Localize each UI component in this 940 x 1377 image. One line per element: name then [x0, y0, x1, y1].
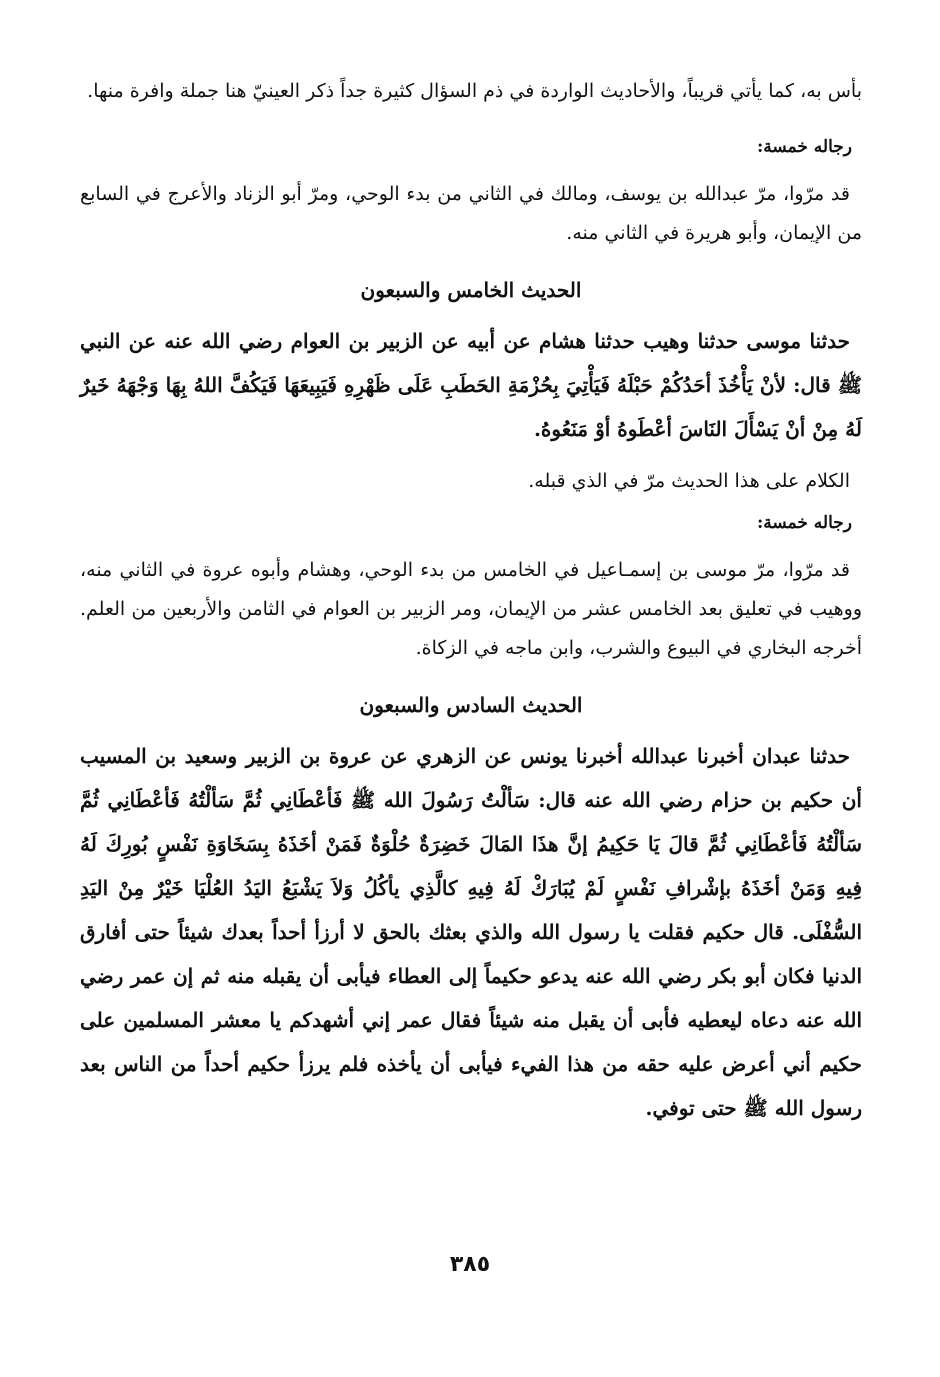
page-body	[80, 72, 862, 1130]
commentary-paragraph: الكلام على هذا الحديث مرّ في الذي قبله.	[528, 470, 850, 492]
hadith-title: الحديث السادس والسبعون	[359, 693, 583, 717]
narrators-paragraph: قد مرّوا، مرّ موسى بن إسمـاعيل في الخامس من بدء الوحي، وهشام وأبوه عروة في الثاني منه، ووهيب في تعليق بعد الخامس عشر من الإيمان، ومر الزبير بن العوام في الثامن والأربعين من العلم. أخرجه البخاري في البيوع والشرب، وابن ماجه في الزكاة.	[80, 559, 862, 659]
hadith-text: حدثنا موسى حدثنا وهيب حدثنا هشام عن أبيه عن الزبير بن العوام رضي الله عنه عن النبي ﷺ قال: لأنْ يَأْخُذَ أحَدُكُمْ حَبْلَهُ فَيَأْتِيَ بِحُزْمَةِ الحَطَبِ عَلَى ظَهْرِهِ فَيَبِيعَهَا فَيَكُفَّ اللهُ بِهَا وَجْهَهُ خَيرٌ لَهُ مِنْ أنْ يَسْأَلَ النَاسَ أعْطَوهُ أوْ مَنَعُوهُ.	[80, 329, 862, 441]
page-number: ٣٨٥	[449, 1252, 491, 1277]
hadith-title: الحديث الخامس والسبعون	[360, 278, 582, 302]
narrators-heading: رجاله خمسة:	[756, 137, 852, 157]
narrators-paragraph: قد مرّوا، مرّ عبدالله بن يوسف، ومالك في الثاني من بدء الوحي، ومرّ أبو الزناد والأعرج في السابع من الإيمان، وأبو هريرة في الثاني منه.	[80, 183, 862, 244]
hadith-text: حدثنا عبدان أخبرنا عبدالله أخبرنا يونس عن الزهري عن عروة بن الزبير وسعيد بن المسيب أن حكيم بن حزام رضي الله عنه قال: سَألْتُ رَسُولَ الله ﷺ فَأعْطَانِي ثُمَّ سَألْتُهُ فَأعْطَانِي ثُمَّ سَألْتُهُ فَأعْطَانِي ثُمَّ قالَ يَا حَكِيمُ إنَّ هذَا المَالَ خَضِرَةٌ حُلْوَةٌ فَمَنْ أخَذَهُ بِسَخَاوَةِ نَفْسٍ بُورِكَ لَهُ فِيهِ وَمَنْ أخَذَهُ بإشْرافِ نَفْسٍ لَمْ يُبَارَكْ لَهُ فِيهِ كالَّذِي يأكُلُ وَلاَ يَشْبَعُ اليَدُ العُلْيَا خَيْرٌ مِنْ اليَدِ السُّفْلَى. قال حكيم فقلت يا رسول الله والذي بعثك بالحق لا أرزأ أحداً بعدك شيئاً حتى أفارق الدنيا فكان أبو بكر رضي الله عنه يدعو حكيماً إلى العطاء فيأبى أن يقبله منه ثم إن عمر رضي الله عنه دعاه ليعطيه فأبى أن يقبل منه شيئاً فقال عمر إني أشهدكم يا معشر المسلمين على حكيم أني أعرض عليه حقه من هذا الفيء فيأبى أن يأخذه فلم يرزأ حكيم أحداً من الناس بعد رسول الله ﷺ حتى توفي.	[80, 744, 862, 1120]
intro-paragraph: بأس به، كما يأتي قريباً، والأحاديث الواردة في ذم السؤال كثيرة جداً ذكر العينيّ هنا جملة وافرة منها.	[87, 80, 862, 102]
narrators-heading: رجاله خمسة:	[756, 513, 852, 533]
